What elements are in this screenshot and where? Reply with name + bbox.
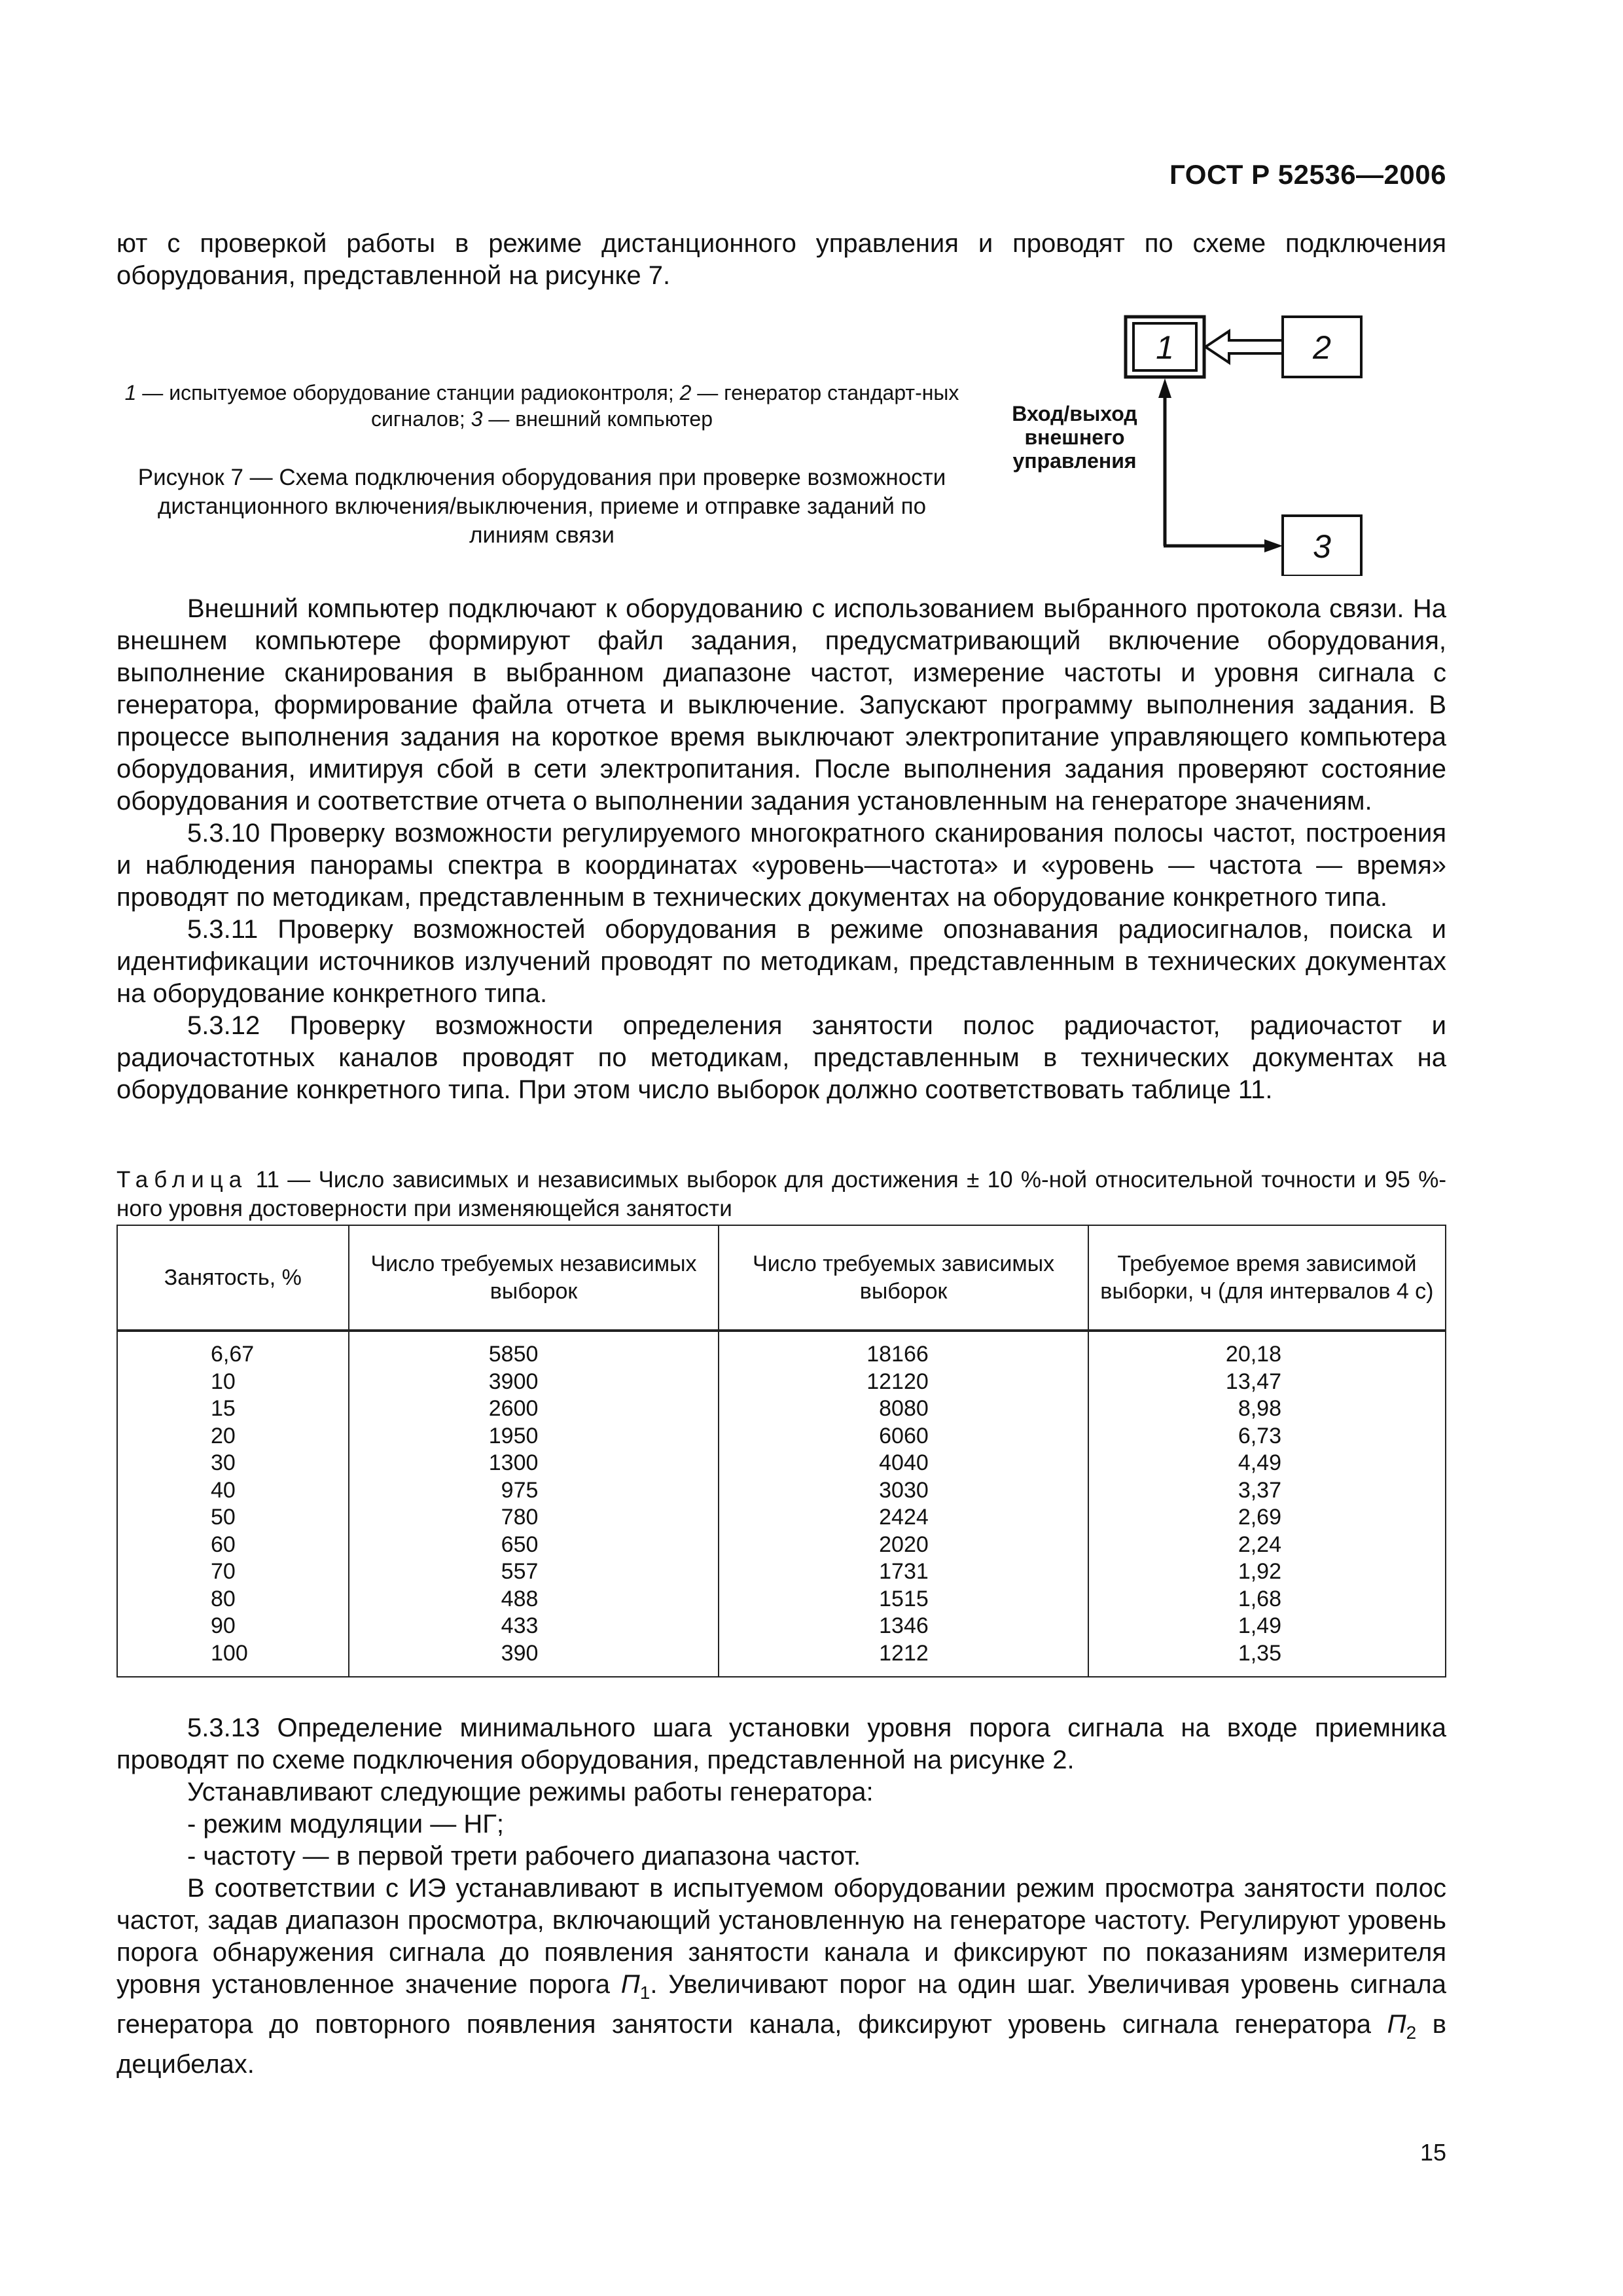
table-cell: 488 — [349, 1586, 719, 1613]
table-cell: 6060 — [719, 1423, 1088, 1450]
table-cell: 390 — [349, 1640, 719, 1677]
table-cell: 2020 — [719, 1532, 1088, 1559]
label-line: внешнего — [1024, 425, 1125, 449]
table-cell: 2600 — [349, 1395, 719, 1423]
table-cell: 1212 — [719, 1640, 1088, 1677]
table-cell: 1515 — [719, 1586, 1088, 1613]
legend-text: — генератор стандарт-ных сигналов; — [371, 381, 959, 431]
subscript: 2 — [1406, 2022, 1417, 2043]
variable: П — [620, 1970, 640, 1999]
table-cell: 6,73 — [1088, 1423, 1446, 1450]
control-port-label — [1003, 402, 1147, 473]
table-title — [116, 1166, 1446, 1223]
paragraph: Внешний компьютер подключают к оборудованию с использованием выбранного протокола связи. На внешнем компьютере формируют файл задания, предусматривающий включение оборудования, выполнение сканирования в выбранном диапазоне частот, измерение частоты и уровня сигнала с генератора, формирование файла отчета и выключение. Запускают программу выполнения задания. В процессе выполнения задания на короткое время выключают электропитание управляющего компьютера оборудования, имитируя сбой в сети электропитания. После выполнения задания проверяют состояние оборудования и соответствие отчета о выполнении задания установленным на генераторе значениям. — [116, 594, 1446, 816]
list-item: - режим модуляции — НГ; — [187, 1810, 505, 1839]
list-item: - частоту — в первой трети рабочего диапазона частот. — [187, 1842, 861, 1871]
section-5-3-13 — [116, 1712, 1446, 2081]
table-cell: 1,68 — [1088, 1586, 1446, 1613]
table-cell: 4,49 — [1088, 1450, 1446, 1477]
paragraph — [116, 1873, 1446, 2081]
figure-caption: Рисунок 7 — Схема подключения оборудования при проверке возможности дистанционного включения/выключения, приеме и отправке заданий по линиям связи — [137, 465, 946, 548]
table-cell: 100 — [117, 1640, 349, 1677]
table-cell: 18166 — [719, 1331, 1088, 1369]
variable: П — [1387, 2010, 1406, 2039]
table-row — [117, 1504, 1446, 1532]
column-header: Число требуемых независимых выборок — [349, 1225, 719, 1331]
table-cell: 780 — [349, 1504, 719, 1532]
table-cell: 70 — [117, 1558, 349, 1586]
figure-legend — [116, 380, 967, 432]
column-header: Число требуемых зависимых выборок — [719, 1225, 1088, 1331]
table-cell: 650 — [349, 1532, 719, 1559]
data-table — [116, 1225, 1446, 1677]
label-line: управления — [1012, 449, 1137, 473]
table-cell: 2,24 — [1088, 1532, 1446, 1559]
table-cell: 50 — [117, 1504, 349, 1532]
table-cell: 1,49 — [1088, 1613, 1446, 1640]
table-cell: 6,67 — [117, 1331, 349, 1369]
document-header: ГОСТ Р 52536—2006 — [1169, 159, 1446, 190]
table-header-row — [117, 1225, 1446, 1331]
column-header: Требуемое время зависимой выборки, ч (для интервалов 4 с) — [1088, 1225, 1446, 1331]
table-cell: 60 — [117, 1532, 349, 1559]
legend-number: 3 — [471, 407, 483, 431]
paragraph: ют с проверкой работы в режиме дистанционного управления и проводят по схеме подключения оборудования, представленной на рисунке 7. — [116, 229, 1446, 290]
table-row — [117, 1558, 1446, 1586]
paragraph: Устанавливают следующие режимы работы генератора: — [187, 1778, 874, 1806]
paragraph-5-3-11: 5.3.11 Проверку возможностей оборудования в режиме опознавания радиосигналов, поиска и идентификации источников излучений проводят по методикам, представленным в технических документах на оборудование конкретного типа. — [116, 915, 1446, 1008]
paragraph-5-3-13: 5.3.13 Определение минимального шага установки уровня порога сигнала на входе приемника проводят по схеме подключения оборудования, представленной на рисунке 2. — [116, 1713, 1446, 1774]
table-row — [117, 1613, 1446, 1640]
table-cell: 30 — [117, 1450, 349, 1477]
table-cell: 1950 — [349, 1423, 719, 1450]
table-cell: 1300 — [349, 1450, 719, 1477]
table-cell: 3900 — [349, 1369, 719, 1396]
legend-number: 1 — [124, 381, 137, 404]
text-run: . Увеличивают порог на один шаг. Увеличивая уровень сигнала генератора до повторного появления занятости канала, фиксируют уровень сигнала генератора — [116, 1970, 1446, 2039]
table-row — [117, 1423, 1446, 1450]
box-3-label: 3 — [1313, 528, 1331, 565]
table-row — [117, 1477, 1446, 1505]
table-cell: 10 — [117, 1369, 349, 1396]
table-cell: 2424 — [719, 1504, 1088, 1532]
table-row — [117, 1369, 1446, 1396]
connection-diagram — [1008, 314, 1453, 576]
box-1-label: 1 — [1156, 329, 1174, 366]
table-cell: 1346 — [719, 1613, 1088, 1640]
table-row — [117, 1586, 1446, 1613]
table-cell: 3,37 — [1088, 1477, 1446, 1505]
table-body — [117, 1331, 1446, 1677]
text-run: в децибелах. — [116, 2010, 1446, 2079]
table-cell: 433 — [349, 1613, 719, 1640]
legend-text: — испытуемое оборудование станции радиоконтроля; — [136, 381, 680, 404]
table-cell: 20,18 — [1088, 1331, 1446, 1369]
table-row — [117, 1532, 1446, 1559]
table-cell: 557 — [349, 1558, 719, 1586]
table-cell: 4040 — [719, 1450, 1088, 1477]
table-cell: 1,92 — [1088, 1558, 1446, 1586]
table-cell: 20 — [117, 1423, 349, 1450]
intro-paragraph — [116, 228, 1446, 292]
table-row — [117, 1450, 1446, 1477]
table-cell: 3030 — [719, 1477, 1088, 1505]
paragraph-5-3-10: 5.3.10 Проверку возможности регулируемого многократного сканирования полосы частот, построения и наблюдения панорамы спектра в координатах «уровень—частота» и «уровень — частота — время» проводят по методикам, представленным в технических документах на оборудование конкретного типа. — [116, 819, 1446, 912]
table-cell: 1731 — [719, 1558, 1088, 1586]
subscript: 1 — [639, 1982, 651, 2003]
paragraph-5-3-12: 5.3.12 Проверку возможности определения занятости полос радиочастот, радиочастот и радиочастотных каналов проводят по методикам, представленным в технических документах на оборудование конкретного типа. При этом число выборок должно соответствовать таблице 11. — [116, 1011, 1446, 1104]
table-cell: 80 — [117, 1586, 349, 1613]
main-paragraphs — [116, 593, 1446, 1106]
table-cell: 15 — [117, 1395, 349, 1423]
table-cell: 975 — [349, 1477, 719, 1505]
box-2-label: 2 — [1313, 329, 1331, 366]
control-line — [1158, 378, 1283, 552]
legend-number: 2 — [679, 381, 692, 404]
hollow-arrow — [1205, 331, 1283, 363]
legend-text: — внешний компьютер — [482, 407, 713, 431]
table-row — [117, 1395, 1446, 1423]
table-cell: 90 — [117, 1613, 349, 1640]
table-row — [117, 1331, 1446, 1369]
table-cell: 8080 — [719, 1395, 1088, 1423]
table-title-prefix: Таблица — [116, 1167, 248, 1193]
text-run: В соответствии с ИЭ устанавливают в испытуемом оборудовании режим просмотра занятости полос частот, задав диапазон просмотра, включающий установленную на генераторе частоту. Регулируют уровень порога обнаружения сигнала до появления занятости канала и фиксируют по показаниям измерителя уровня установленное значение порога — [116, 1874, 1446, 1999]
column-header: Занятость, % — [117, 1225, 349, 1331]
table-cell: 13,47 — [1088, 1369, 1446, 1396]
table-title-text: 11 — Число зависимых и независимых выборок для достижения ± 10 %-ной относительной точности и 95 %-ного уровня достоверности при изменяющейся занятости — [116, 1167, 1446, 1221]
table-cell: 2,69 — [1088, 1504, 1446, 1532]
table-row — [117, 1640, 1446, 1677]
label-line: Вход/выход — [1012, 402, 1137, 425]
page-number: 15 — [1419, 2139, 1446, 2166]
table-cell: 40 — [117, 1477, 349, 1505]
table-cell: 1,35 — [1088, 1640, 1446, 1677]
table-cell: 5850 — [349, 1331, 719, 1369]
table-cell: 12120 — [719, 1369, 1088, 1396]
table-cell: 8,98 — [1088, 1395, 1446, 1423]
